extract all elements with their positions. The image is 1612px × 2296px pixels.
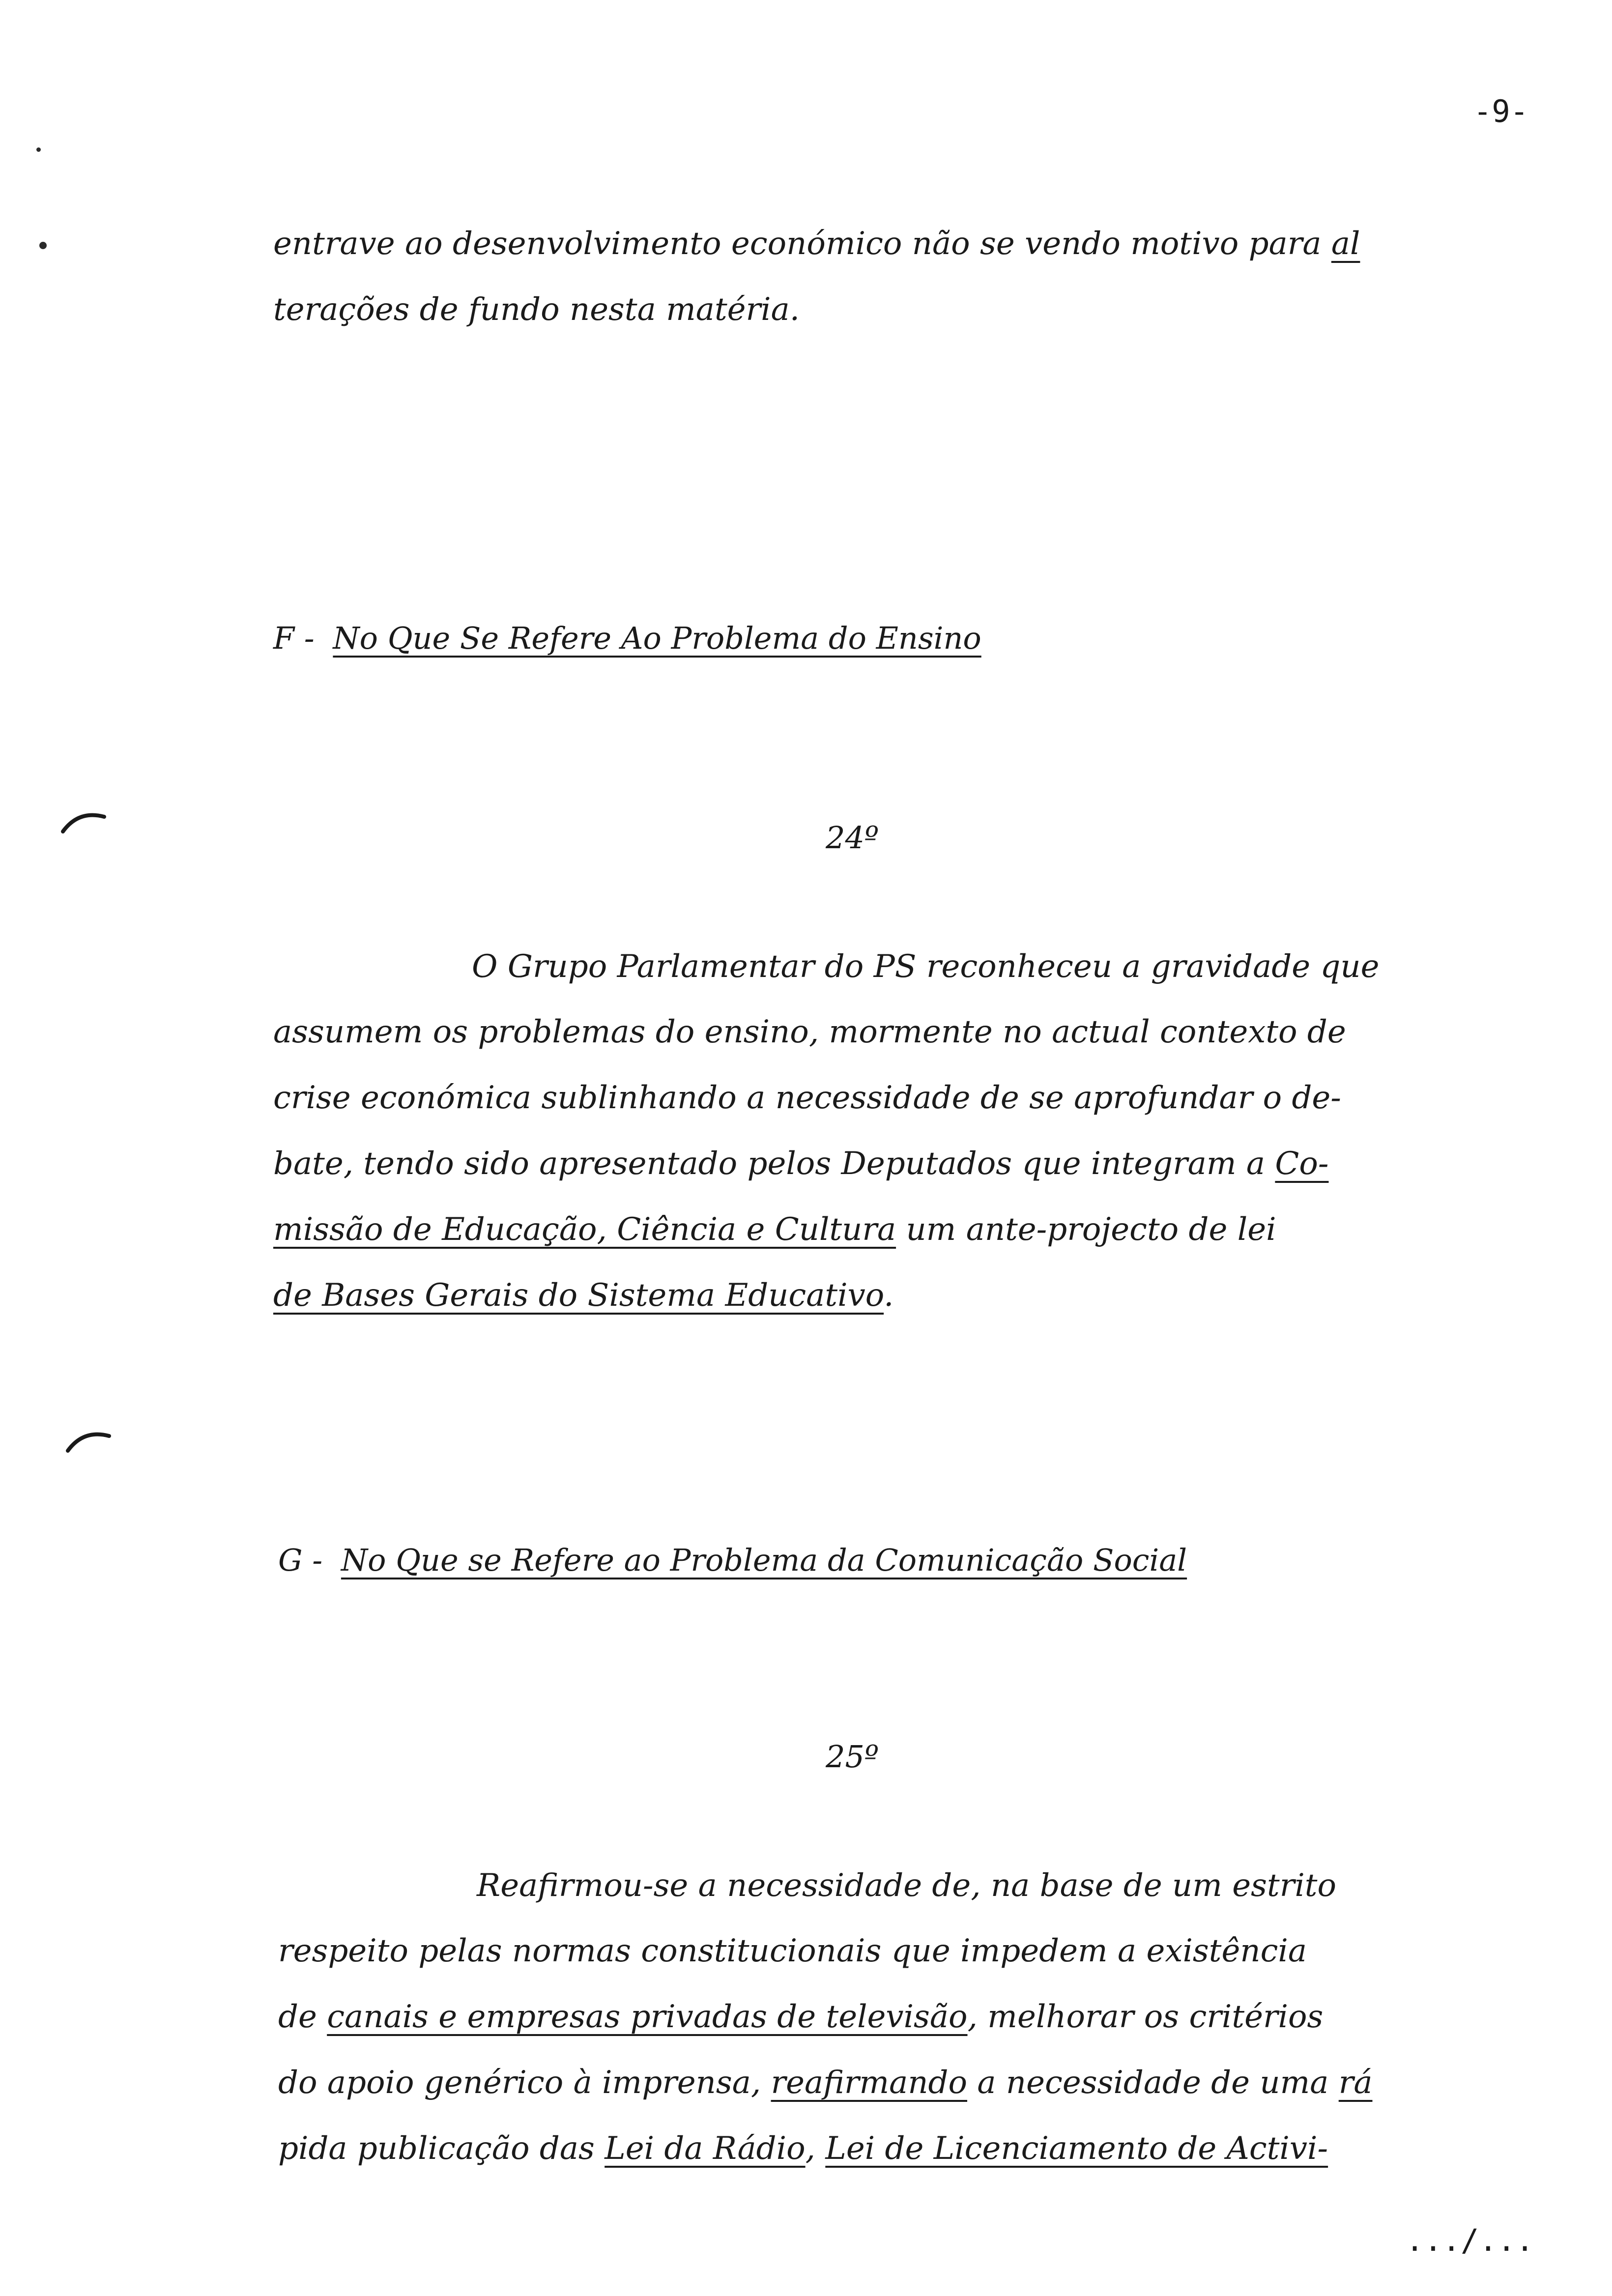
text-run: do apoio genérico à imprensa,: [278, 2065, 771, 2101]
text-run: bate, tendo sido apresentado pelos Deputados que integram a: [273, 1146, 1275, 1182]
text-run: a necessidade de uma: [967, 2065, 1339, 2101]
binding-hole-mark-top: [59, 806, 108, 835]
body-line: [273, 226, 1360, 262]
article-number: 24º: [826, 820, 879, 856]
section-letter: F -: [273, 620, 315, 656]
paragraph-line: [278, 1935, 1307, 1967]
paragraph-line: [278, 2130, 1328, 2167]
underlined-text: rá: [1338, 2065, 1373, 2101]
text-run: pida publicação das: [278, 2130, 605, 2167]
paragraph-line: [273, 1082, 1341, 1114]
paragraph-line: [273, 1146, 1329, 1182]
binding-hole-mark-bottom: [64, 1425, 113, 1455]
underlined-text: Co-: [1275, 1146, 1329, 1182]
text-run: ,: [805, 2130, 826, 2167]
section-letter: G -: [278, 1542, 323, 1578]
text-run: de: [278, 1999, 327, 2035]
text-run: .: [884, 1277, 894, 1314]
paragraph-line: [273, 1277, 894, 1314]
text-run: assumem os problemas do ensino, mormente no actual contexto de: [273, 1014, 1346, 1050]
text-run: respeito pelas normas constitucionais que impedem a existência: [278, 1933, 1307, 1969]
article-number: 25º: [826, 1739, 879, 1775]
paragraph-line: [278, 2001, 1323, 2033]
section-title: No Que se Refere ao Problema da Comunicação Social: [341, 1542, 1187, 1578]
text-run: O Grupo Parlamentar do PS reconheceu a gravidade que: [472, 948, 1380, 985]
text-run: entrave ao desenvolvimento económico não se vendo motivo para: [273, 226, 1331, 262]
underlined-text: de Bases Gerais do Sistema Educativo: [273, 1277, 884, 1314]
paragraph-line: [278, 2065, 1373, 2101]
page-number: -9-: [1473, 93, 1528, 129]
text-run: um ante-projecto de lei: [896, 1211, 1276, 1248]
underlined-text: missão de Educação, Ciência e Cultura: [273, 1211, 896, 1248]
paragraph-line: [472, 948, 1380, 985]
body-line: [273, 291, 800, 328]
scan-speck: [36, 147, 41, 152]
underlined-text: reafirmando: [771, 2065, 968, 2101]
underlined-text: Lei de Licenciamento de Activi-: [825, 2130, 1328, 2167]
underlined-text: Lei da Rádio: [604, 2130, 806, 2167]
section-title: No Que Se Refere Ao Problema do Ensino: [333, 620, 981, 656]
underlined-text: canais e empresas privadas de televisão: [327, 1999, 968, 2035]
text-run: terações de fundo nesta matéria.: [273, 291, 800, 328]
scan-dot: [39, 242, 47, 249]
text-run: crise económica sublinhando a necessidade de se aprofundar o de-: [273, 1080, 1341, 1116]
section-heading-g: [278, 1542, 1187, 1578]
text-run: , melhorar os critérios: [967, 1999, 1324, 2035]
paragraph-line: [477, 1867, 1337, 1904]
underlined-text: al: [1331, 226, 1360, 262]
section-heading-f: [273, 620, 981, 656]
text-run: Reafirmou-se a necessidade de, na base de um estrito: [477, 1867, 1337, 1904]
continuation-marker: .../...: [1406, 2222, 1534, 2258]
paragraph-line: [273, 1211, 1276, 1248]
paragraph-line: [273, 1016, 1346, 1048]
